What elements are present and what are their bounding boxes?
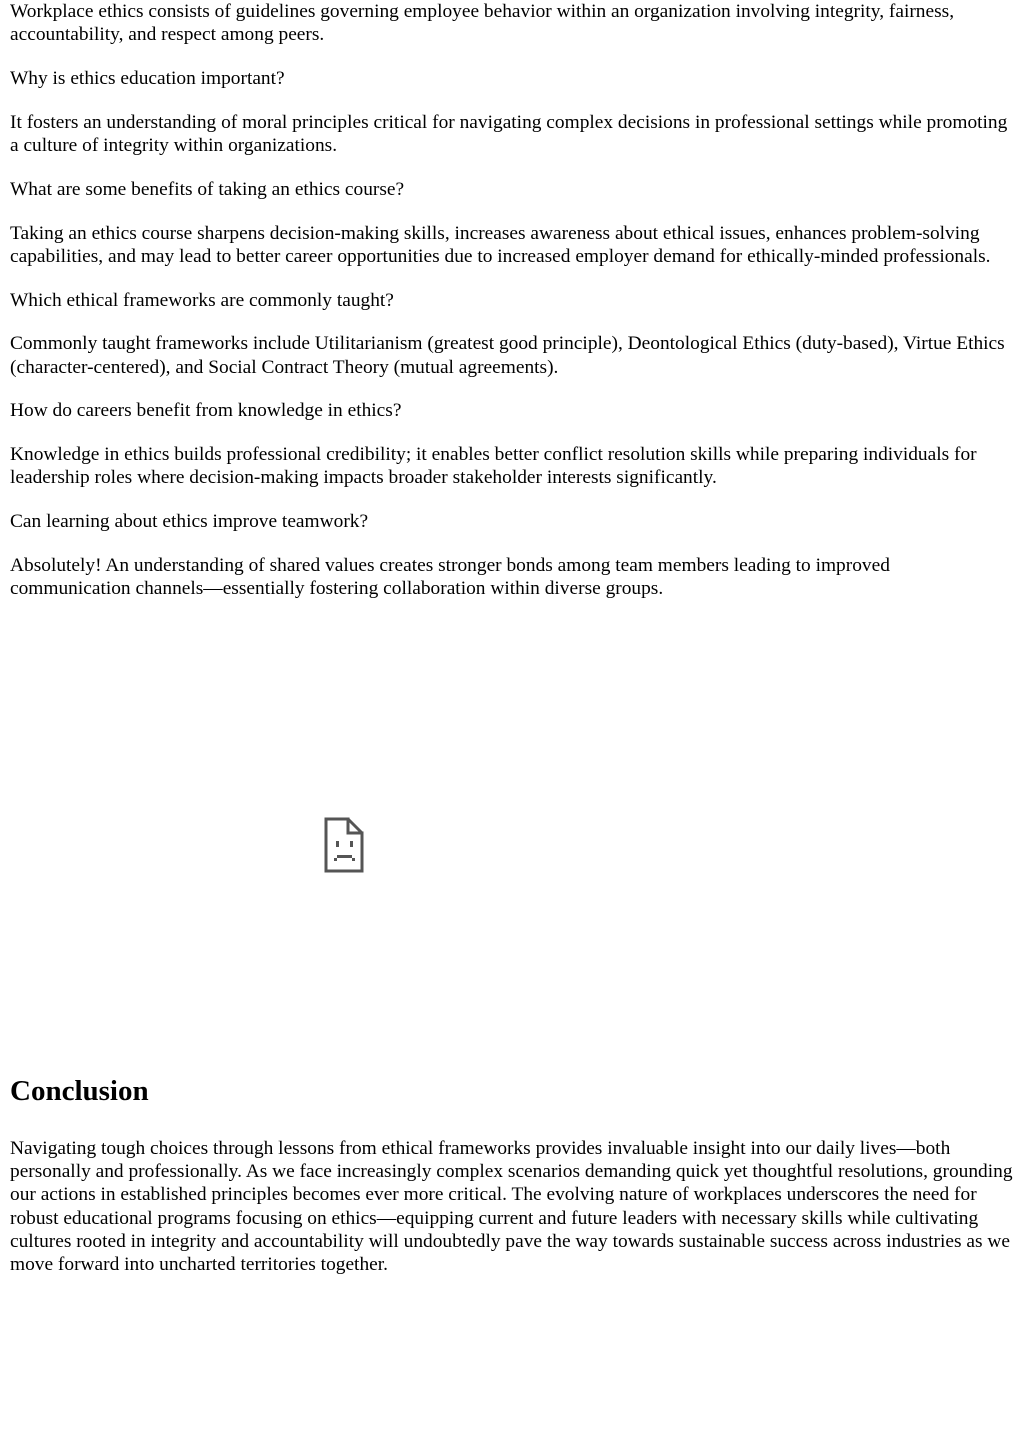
faq-question: Can learning about ethics improve teamwork? xyxy=(10,511,369,533)
conclusion-section xyxy=(10,1137,1014,1276)
faq-answer: Workplace ethics consists of guidelines governing employee behavior within an organization involving integrity, fairness, accountability, and respect among peers. xyxy=(10,1,955,46)
faq-answer: Knowledge in ethics builds professional credibility; it enables better conflict resolution skills while preparing individuals for leadership roles where decision-making impacts broader stakeholder interests significantly. xyxy=(10,444,977,489)
faq-question: What are some benefits of taking an ethics course? xyxy=(10,178,405,200)
faq-question: Which ethical frameworks are commonly taught? xyxy=(10,289,394,311)
broken-image-icon xyxy=(322,815,370,875)
faq-answer: Taking an ethics course sharpens decision-making skills, increases awareness about ethical issues, enhances problem-solving capabilities, and may lead to better career opportunities due to increased employer demand for ethically-minded professionals. xyxy=(10,222,991,267)
faq-answer: It fosters an understanding of moral principles critical for navigating complex decisions in professional settings while promoting a culture of integrity within organizations. xyxy=(10,111,1008,156)
faq-answer: Absolutely! An understanding of shared values creates stronger bonds among team members leading to improved communication channels—essentially fostering collaboration within diverse groups. xyxy=(10,554,890,600)
conclusion-body: Navigating tough choices through lessons from ethical frameworks provides invaluable insight into our daily lives—both personally and professionally. As we face increasingly complex scenarios demanding quick yet thoughtful resolutions, grounding our actions in established principles becomes ever more critical. The evolving nature of workplaces underscores the need for robust educational programs focusing on ethics—equipping current and future leaders with necessary skills while cultivating cultures rooted in integrity and accountability will undoubtedly pave the way towards sustainable success across industries as we move forward into uncharted territories together. xyxy=(10,1138,1013,1276)
faq-question: How do careers benefit from knowledge in ethics? xyxy=(10,400,402,422)
faq-question: Why is ethics education important? xyxy=(10,68,285,89)
faq-section xyxy=(10,0,1014,621)
faq-answer: Commonly taught frameworks include Utilitarianism (greatest good principle), Deontological Ethics (duty-based), Virtue Ethics (character-centered), and Social Contract Theory (mutual agreements). xyxy=(10,333,1005,378)
conclusion-heading: Conclusion xyxy=(10,1075,149,1107)
